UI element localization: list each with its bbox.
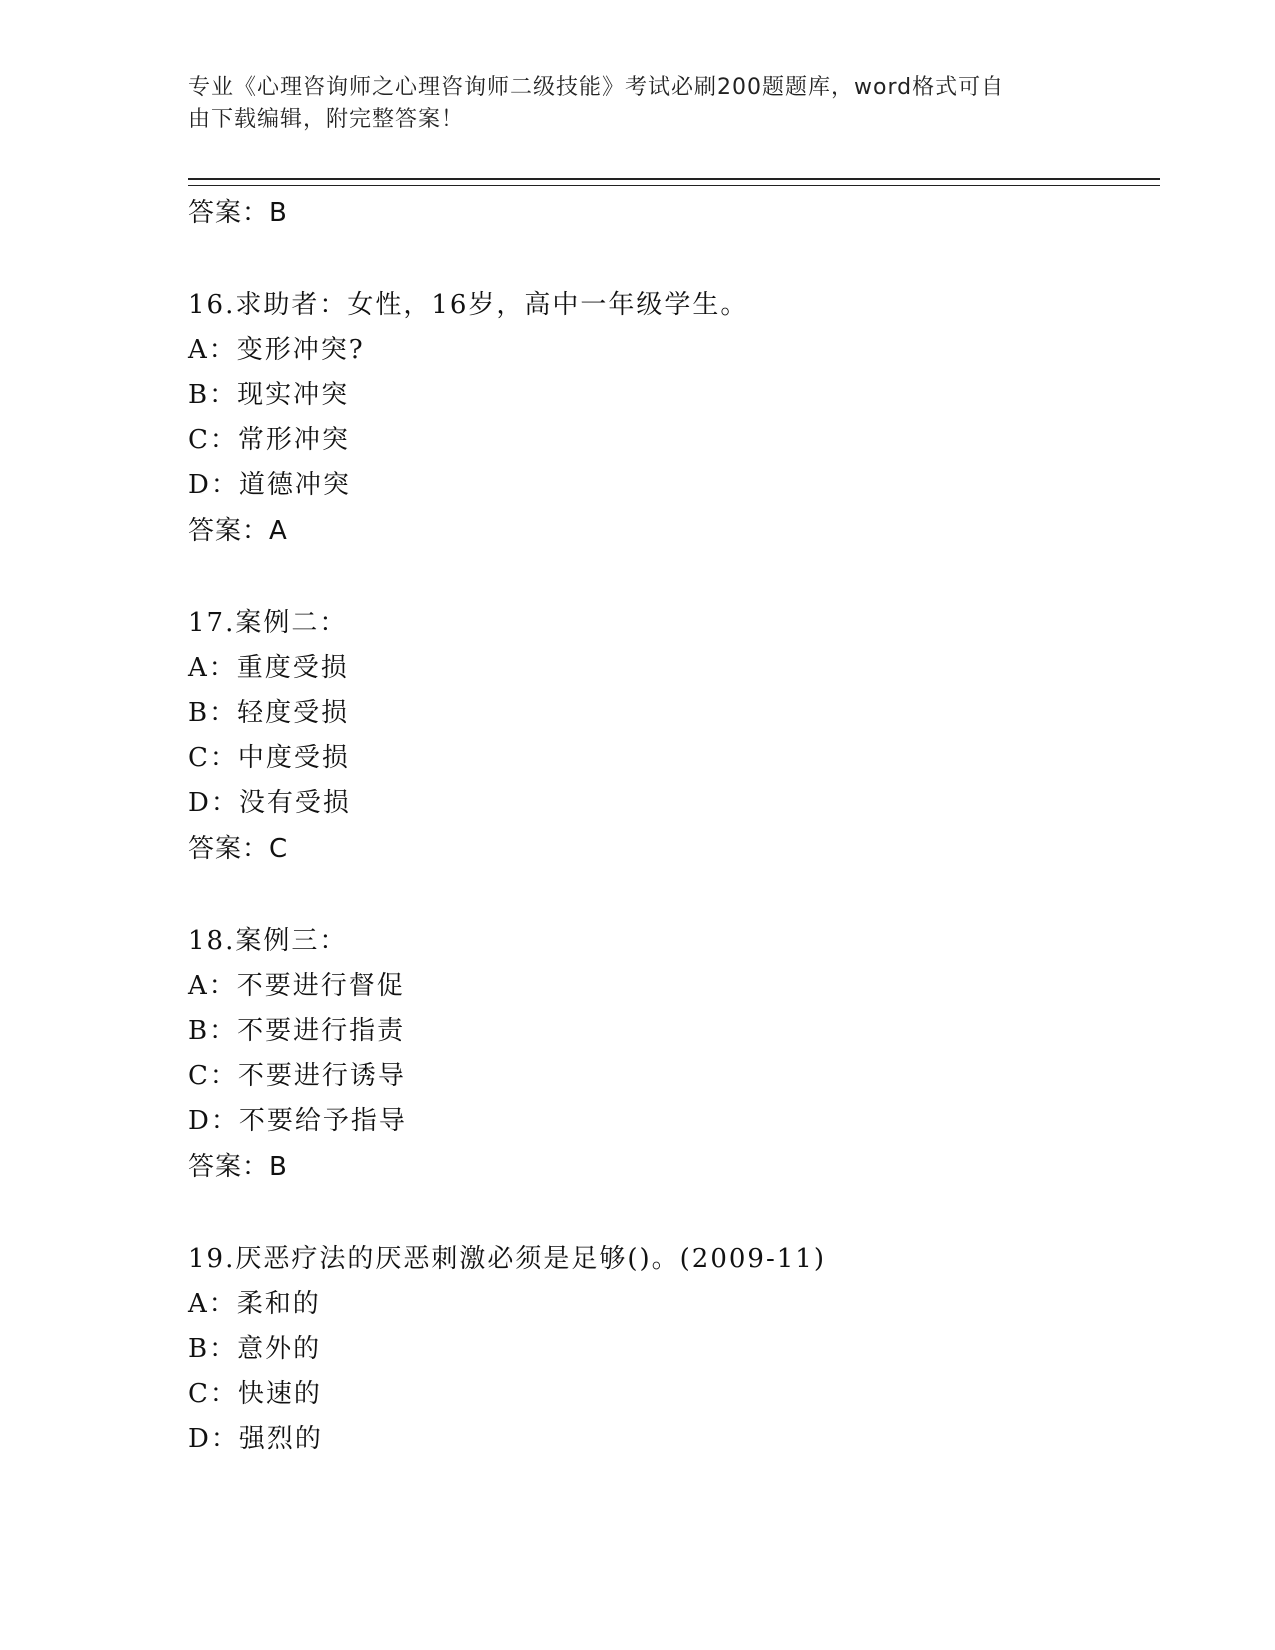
option-a: A：变形冲突? (188, 335, 365, 365)
option-c: C：常形冲突 (188, 425, 350, 455)
answer: 答案：A (188, 516, 288, 546)
option-a: A：柔和的 (188, 1289, 321, 1319)
spacer (188, 872, 1148, 918)
question-title: 19.厌恶疗法的厌恶刺激必须是足够()。(2009-11) (188, 1244, 826, 1274)
header-divider (188, 178, 1160, 186)
question-18 (188, 918, 1148, 1190)
option-c: C：中度受损 (188, 743, 350, 773)
question-title: 18.案例三： (188, 926, 348, 956)
spacer (188, 1190, 1148, 1236)
question-17 (188, 600, 1148, 872)
option-b: B：轻度受损 (188, 698, 350, 728)
question-title: 16.求助者：女性，16岁，高中一年级学生。 (188, 290, 749, 320)
question-list (188, 190, 1148, 1462)
question-19 (188, 1236, 1148, 1462)
option-a: A：重度受损 (188, 653, 349, 683)
option-b: B：现实冲突 (188, 380, 350, 410)
question-16 (188, 282, 1148, 554)
option-c: C：快速的 (188, 1379, 322, 1409)
option-c: C：不要进行诱导 (188, 1061, 406, 1091)
spacer (188, 554, 1148, 600)
option-d: D：强烈的 (188, 1424, 323, 1454)
option-d: D：不要给予指导 (188, 1106, 407, 1136)
header-line-1: 专业《心理咨询师之心理咨询师二级技能》考试必刷200题题库，word格式可自 (188, 75, 1005, 100)
question-title: 17.案例二： (188, 608, 348, 638)
answer: 答案：B (188, 1152, 288, 1182)
answer-15: 答案：B (188, 198, 288, 228)
option-b: B：意外的 (188, 1334, 322, 1364)
option-a: A：不要进行督促 (188, 971, 405, 1001)
option-b: B：不要进行指责 (188, 1016, 406, 1046)
option-d: D：道德冲突 (188, 470, 351, 500)
answer: 答案：C (188, 834, 289, 864)
document-header (188, 72, 1088, 136)
header-line-2: 由下载编辑，附完整答案！ (188, 107, 465, 132)
option-d: D：没有受损 (188, 788, 351, 818)
spacer (188, 236, 1148, 282)
